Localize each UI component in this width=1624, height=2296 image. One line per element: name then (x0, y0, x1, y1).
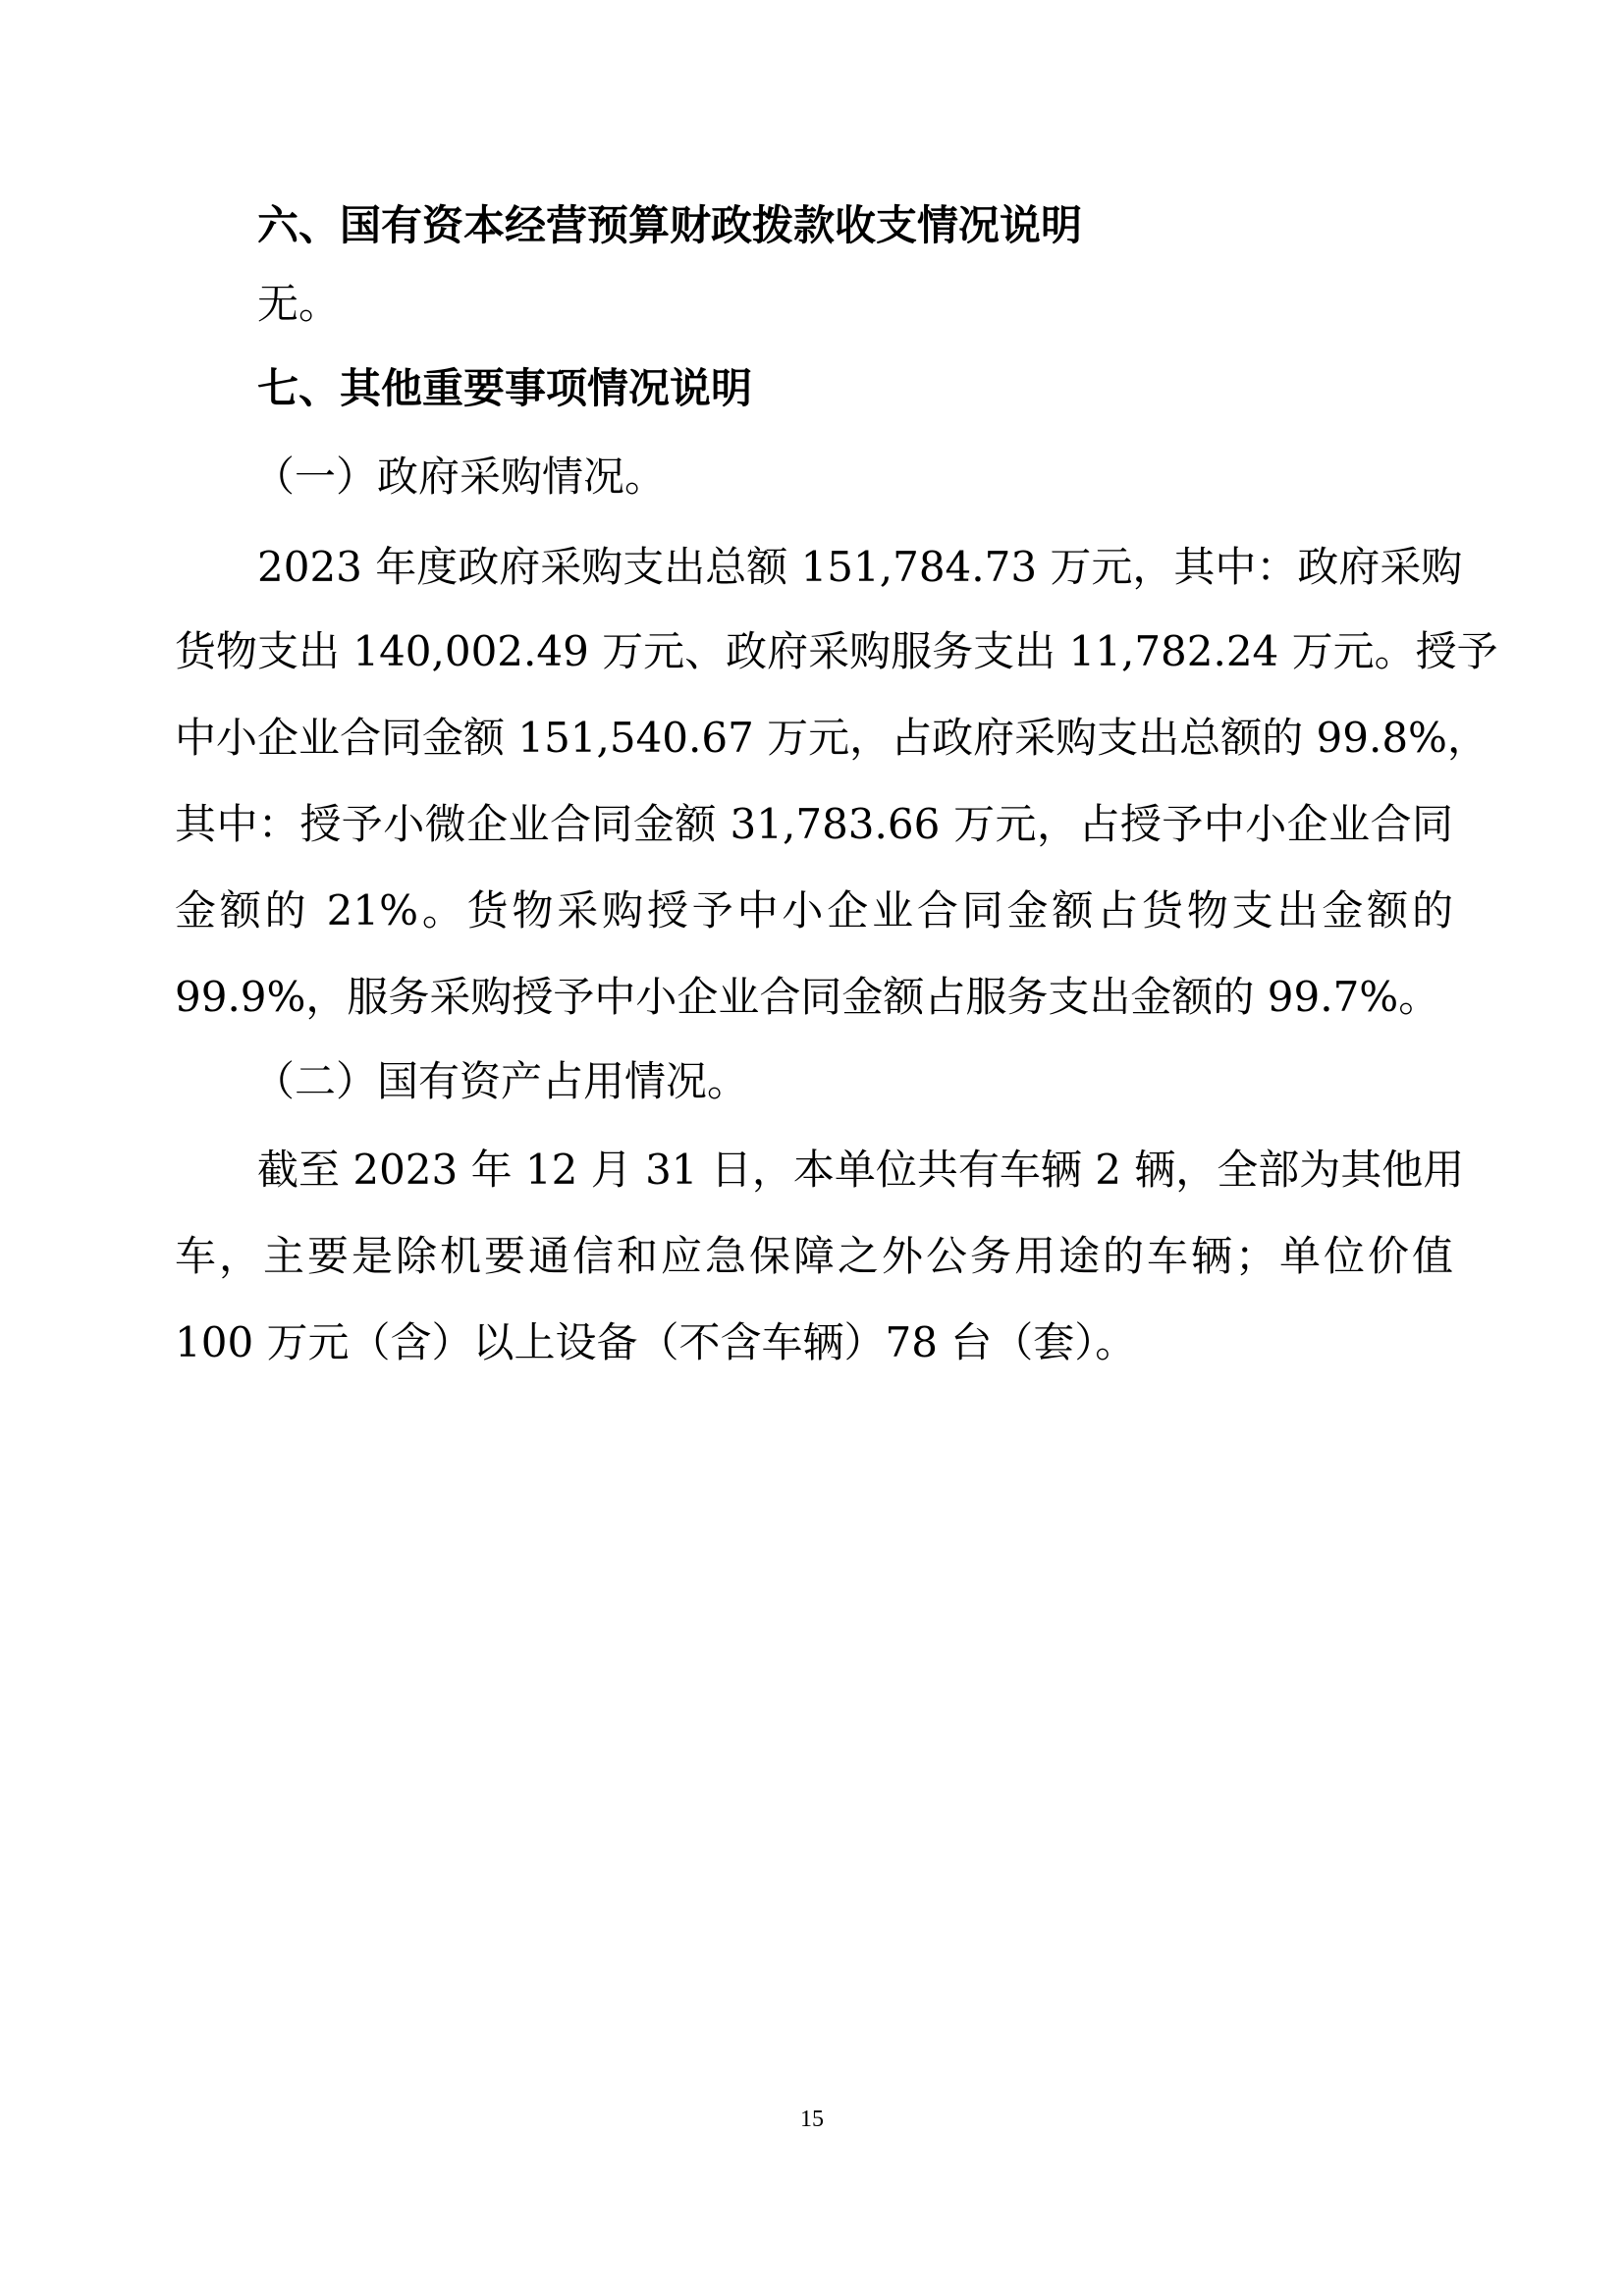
procurement-paragraph-line-6: 99.9%，服务采购授予中小企业合同金额占服务支出金额的 99.7%。 (175, 973, 1440, 1021)
procurement-paragraph-line-3: 中小企业合同金额 151,540.67 万元，占政府采购支出总额的 99.8%， (175, 714, 1489, 762)
subsection-assets-title: （二）国有资产占用情况。 (253, 1057, 749, 1105)
assets-paragraph-line-1: 截至 2023 年 12 月 31 日，本单位共有车辆 2 辆，全部为其他用 (257, 1146, 1465, 1194)
section-7-heading: 七、其他重要事项情况说明 (257, 364, 753, 412)
page-number: 15 (800, 2107, 824, 2132)
procurement-paragraph-line-4: 其中：授予小微企业合同金额 31,783.66 万元，占授予中小企业合同 (175, 800, 1453, 848)
assets-paragraph-line-3: 100 万元（含）以上设备（不含车辆）78 台（套）。 (175, 1318, 1137, 1366)
subsection-procurement-title: （一）政府采购情况。 (253, 453, 667, 501)
procurement-paragraph-line-5: 金额的 21%。货物采购授予中小企业合同金额占货物支出金额的 (175, 886, 1453, 934)
section-6-body: 无。 (257, 280, 341, 328)
assets-paragraph-line-2: 车，主要是除机要通信和应急保障之外公务用途的车辆；单位价值 (175, 1232, 1453, 1280)
section-6-heading: 六、国有资本经营预算财政拨款收支情况说明 (257, 201, 1083, 249)
procurement-paragraph-line-2: 货物支出 140,002.49 万元、政府采购服务支出 11,782.24 万元。授予 (175, 627, 1498, 675)
procurement-paragraph-line-1: 2023 年度政府采购支出总额 151,784.73 万元，其中：政府采购 (257, 543, 1463, 591)
